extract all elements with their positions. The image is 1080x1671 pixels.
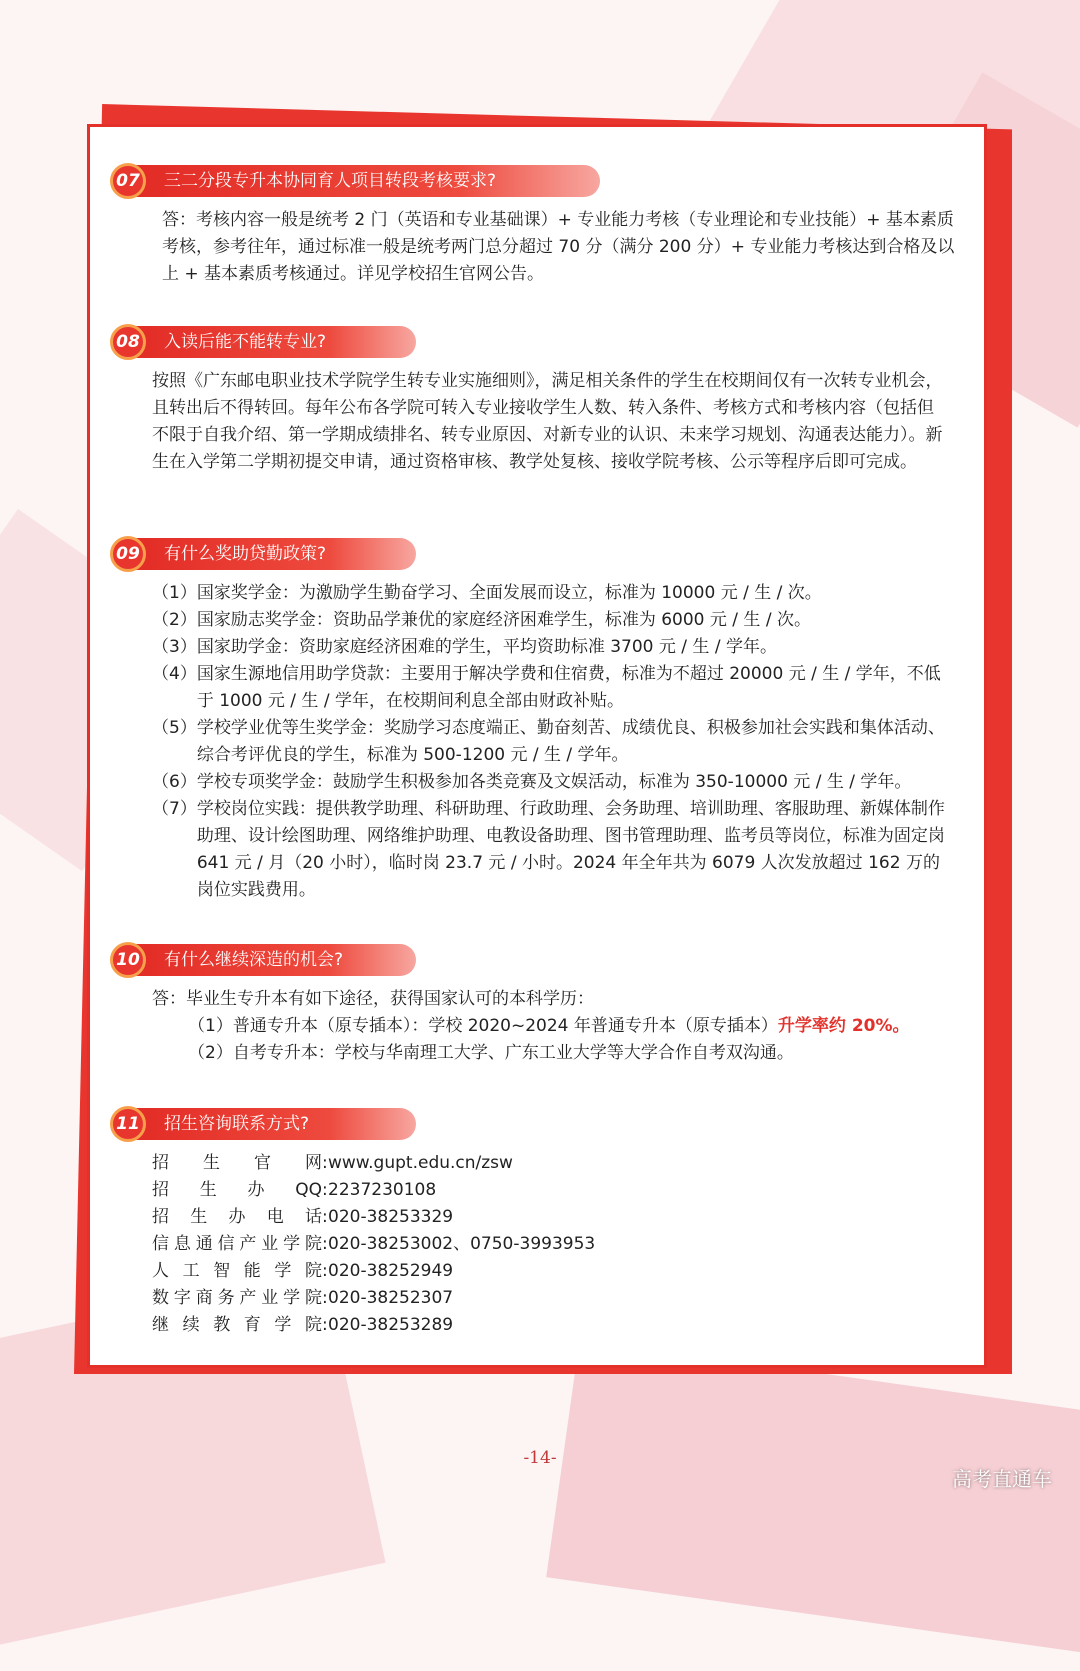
list-item: （2） 自考专升本：学校与华南理工大学、广东工业大学等大学合作自考双沟通。 [188, 1043, 794, 1063]
section-title: 入读后能不能转专业? [128, 326, 416, 358]
faq-section-10 [110, 942, 970, 1067]
list-item: （2） 国家励志奖学金：资助品学兼优的家庭经济困难学生，标准为 6000 元 / 生 / 次。 [152, 610, 811, 630]
contact-row: 招生办QQ : 2237230108 [152, 1180, 437, 1200]
section-heading [110, 324, 970, 360]
contact-list [110, 1150, 970, 1339]
section-number-badge: 10 [110, 942, 146, 978]
section-number-badge: 07 [110, 163, 146, 199]
list-item: （5） 学校学业优等生奖学金：奖励学习态度端正、勤奋刻苦、成绩优良、积极参加社会实践和集体活动、综合考评优良的学生，标准为 500-1200 元 / 生 / 学年。 [152, 718, 945, 765]
faq-section-08 [110, 324, 970, 476]
bg-shape [546, 1339, 1080, 1660]
list-item: （4） 国家生源地信用助学贷款：主要用于解决学费和住宿费，标准为不超过 20000 元 / 生 / 学年，不低于 1000 元 / 生 / 学年，在校期间利息全部由财政补贴。 [152, 664, 941, 711]
section-intro: 答：毕业生专升本有如下途径，获得国家认可的本科学历： [152, 989, 594, 1009]
section-title: 三二分段专升本协同育人项目转段考核要求? [128, 165, 600, 197]
section-heading [110, 163, 970, 199]
faq-section-11 [110, 1106, 970, 1339]
contact-row: 信息通信产业学院 : 020-38253002、0750-3993953 [152, 1234, 596, 1254]
section-title: 招生咨询联系方式? [128, 1108, 416, 1140]
list-item: （6） 学校专项奖学金：鼓励学生积极参加各类竞赛及文娱活动，标准为 350-10000 元 / 生 / 学年。 [152, 772, 912, 792]
section-heading [110, 1106, 970, 1142]
section-title: 有什么奖助贷勤政策? [128, 538, 416, 570]
section-heading [110, 942, 970, 978]
section-title: 有什么继续深造的机会? [128, 944, 416, 976]
faq-section-09 [110, 536, 970, 904]
contact-row: 人工智能学院 : 020-38252949 [152, 1261, 454, 1281]
contact-row: 招生办电话 : 020-38253329 [152, 1207, 454, 1227]
section-number-badge: 11 [110, 1106, 146, 1142]
watermark: 高考直通车 [952, 1467, 1052, 1491]
section-number-badge: 08 [110, 324, 146, 360]
content-frame [87, 124, 987, 1368]
section-answer: 答：考核内容一般是统考 2 门（英语和专业基础课）+ 专业能力考核（专业理论和专业技能）+ 基本素质考核，参考往年，通过标准一般是统考两门总分超过 70 分（满分 200 分）+ 专业能力考核达到合格及以上 + 基本素质考核通过。详见学校招生官网公告。 [162, 210, 955, 284]
section-number-badge: 09 [110, 536, 146, 572]
list-item: （1） 国家奖学金：为激励学生勤奋学习、全面发展而设立，标准为 10000 元 / 生 / 次。 [152, 583, 822, 603]
highlight-rate: 升学率约 20%。 [777, 1016, 910, 1036]
study-path-list [110, 1013, 970, 1067]
page-number: -14- [523, 1448, 557, 1468]
section-answer: 按照《广东邮电职业技术学院学生转专业实施细则》，满足相关条件的学生在校期间仅有一次转专业机会，且转出后不得转回。每年公布各学院可转入专业接收学生人数、转入条件、考核方式和考核内容（包括但不限于自我介绍、第一学期成绩排名、转专业原因、对新专业的认识、未来学习规划、沟通表达能力）。新生在入学第二学期初提交申请，通过资格审核、教学处复核、接收学院考核、公示等程序后即可完成。 [152, 371, 943, 472]
contact-row: 继续教育学院 : 020-38253289 [152, 1315, 454, 1335]
contact-row: 数字商务产业学院 : 020-38252307 [152, 1288, 454, 1308]
list-item: （3） 国家助学金：资助家庭经济困难的学生，平均资助标准 3700 元 / 生 / 学年。 [152, 637, 777, 657]
contact-row: 招生官网 : www.gupt.edu.cn/zsw [152, 1153, 513, 1173]
list-item: （1） 普通专升本（原专插本）：学校 2020~2024 年普通专升本（原专插本）升学率约 20%。 [188, 1016, 910, 1036]
section-heading [110, 536, 970, 572]
scholarship-list [110, 580, 970, 904]
faq-section-07 [110, 163, 970, 288]
list-item: （7） 学校岗位实践：提供教学助理、科研助理、行政助理、会务助理、培训助理、客服助理、新媒体制作助理、设计绘图助理、网络维护助理、电教设备助理、图书管理助理、监考员等岗位，标准为固定岗 641 元 / 月（20 小时），临时岗 23.7 元 / 小时。2024 年全年共为 6079 人次发放超过 162 万的岗位实践费用。 [152, 799, 945, 900]
